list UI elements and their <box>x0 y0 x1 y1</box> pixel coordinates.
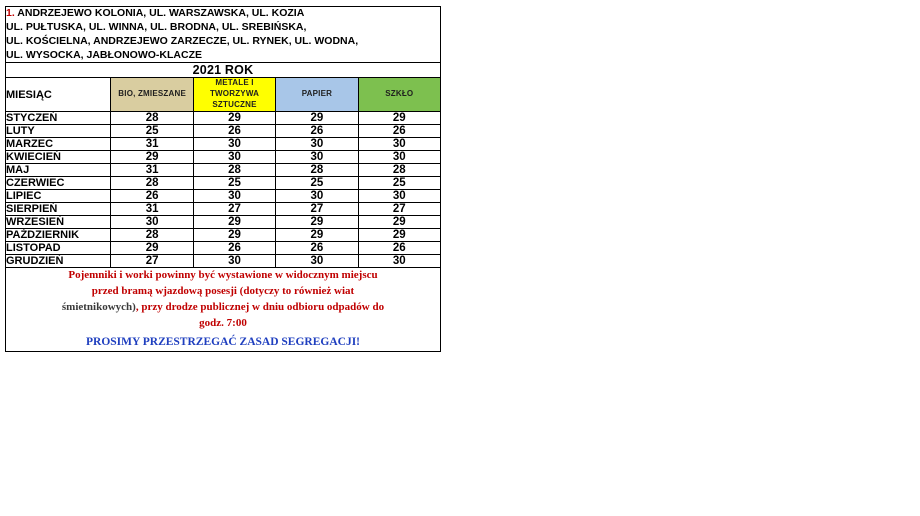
metals-plastics-day: 26 <box>193 241 275 254</box>
glass-day: 29 <box>358 228 440 241</box>
paper-day: 28 <box>276 163 358 176</box>
bio-mixed-day: 28 <box>111 176 193 189</box>
metals-plastics-day: 29 <box>193 111 275 124</box>
month-label: LISTOPAD <box>6 241 111 254</box>
glass-day: 29 <box>358 111 440 124</box>
table-row <box>6 150 441 163</box>
metals-plastics-day: 27 <box>193 202 275 215</box>
month-label: GRUDZIEŃ <box>6 254 111 267</box>
glass-day: 30 <box>358 137 440 150</box>
metals-plastics-day: 30 <box>193 137 275 150</box>
bio-mixed-day: 31 <box>111 137 193 150</box>
area-list-cell <box>6 7 441 63</box>
year-label: 2021 ROK <box>6 63 441 78</box>
bio-mixed-day: 29 <box>111 150 193 163</box>
table-row <box>6 254 441 267</box>
bio-mixed-day: 28 <box>111 228 193 241</box>
metals-plastics-day: 30 <box>193 189 275 202</box>
month-label: STYCZEŃ <box>6 111 111 124</box>
bio-mixed-day: 26 <box>111 189 193 202</box>
paper-day: 27 <box>276 202 358 215</box>
metals-plastics-day: 26 <box>193 124 275 137</box>
month-label: WRZESIEŃ <box>6 215 111 228</box>
paper-day: 29 <box>276 228 358 241</box>
month-label: CZERWIEC <box>6 176 111 189</box>
area-line-3: UL. KOŚCIELNA, ANDRZEJEWO ZARZECZE, UL. RYNEK, UL. WODNA, <box>6 34 359 47</box>
bio-mixed-day: 25 <box>111 124 193 137</box>
notice-line-1: Pojemniki i worki powinny być wystawione w widocznym miejscu <box>68 268 378 281</box>
bio-mixed-day: 27 <box>111 254 193 267</box>
area-line-1-text: ANDRZEJEWO KOLONIA, UL. WARSZAWSKA, UL. KOZIA <box>14 7 305 19</box>
column-header-metals-plastics: METALE I TWORZYWA SZTUCZNE <box>193 78 275 111</box>
metals-plastics-day: 28 <box>193 163 275 176</box>
glass-day: 30 <box>358 189 440 202</box>
paper-day: 30 <box>276 150 358 163</box>
metals-plastics-day: 29 <box>193 228 275 241</box>
table-header-row <box>6 78 441 111</box>
area-line-2: UL. PUŁTUSKA, UL. WINNA, UL. BRODNA, UL. SREBIŃSKA, <box>6 20 307 33</box>
table-row <box>6 124 441 137</box>
paper-day: 26 <box>276 241 358 254</box>
table-row <box>6 241 441 254</box>
paper-day: 30 <box>276 254 358 267</box>
column-header-glass: SZKŁO <box>358 78 440 111</box>
paper-day: 30 <box>276 137 358 150</box>
glass-day: 25 <box>358 176 440 189</box>
header-area-row <box>6 7 441 63</box>
table-row <box>6 215 441 228</box>
table-row <box>6 189 441 202</box>
metals-plastics-day: 30 <box>193 150 275 163</box>
glass-day: 27 <box>358 202 440 215</box>
table-row <box>6 228 441 241</box>
area-number: 1. <box>6 7 15 19</box>
glass-day: 29 <box>358 215 440 228</box>
notice-line-3-part-a: śmietnikowych) <box>61 300 136 313</box>
area-line-1 <box>6 7 440 21</box>
paper-day: 29 <box>276 215 358 228</box>
month-label: MARZEC <box>6 137 111 150</box>
column-header-month: MIESIĄC <box>6 78 111 111</box>
bio-mixed-day: 29 <box>111 241 193 254</box>
metals-plastics-day: 25 <box>193 176 275 189</box>
notice-row <box>6 267 441 351</box>
month-label: LUTY <box>6 124 111 137</box>
glass-day: 30 <box>358 150 440 163</box>
notice-segregation-message: PROSIMY PRZESTRZEGAĆ ZASAD SEGREGACJI! <box>85 335 361 348</box>
table-row <box>6 176 441 189</box>
bio-mixed-day: 30 <box>111 215 193 228</box>
bio-mixed-day: 28 <box>111 111 193 124</box>
column-header-paper: PAPIER <box>276 78 358 111</box>
table-row <box>6 137 441 150</box>
year-row <box>6 63 441 78</box>
area-line-4: UL. WYSOCKA, JABŁONOWO-KLACZE <box>6 48 202 61</box>
glass-day: 26 <box>358 241 440 254</box>
month-label: LIPIEC <box>6 189 111 202</box>
glass-day: 26 <box>358 124 440 137</box>
table-row <box>6 202 441 215</box>
metals-plastics-day: 29 <box>193 215 275 228</box>
table-row <box>6 163 441 176</box>
paper-day: 25 <box>276 176 358 189</box>
glass-day: 30 <box>358 254 440 267</box>
notice-line-3 <box>6 300 440 316</box>
paper-day: 29 <box>276 111 358 124</box>
notice-cell <box>6 267 441 351</box>
waste-collection-schedule-table <box>5 6 441 352</box>
month-label: PAŹDZIERNIK <box>6 228 111 241</box>
bio-mixed-day: 31 <box>111 202 193 215</box>
glass-day: 28 <box>358 163 440 176</box>
table-row <box>6 111 441 124</box>
notice-line-2: przed bramą wjazdową posesji (dotyczy to również wiat <box>91 284 355 297</box>
month-label: SIERPIEŃ <box>6 202 111 215</box>
paper-day: 30 <box>276 189 358 202</box>
notice-line-3-part-b: , przy drodze publicznej w dniu odbioru odpadów do <box>135 300 385 313</box>
notice-line-4: godz. 7:00 <box>199 316 247 329</box>
paper-day: 26 <box>276 124 358 137</box>
column-header-bio-mixed: BIO, ZMIESZANE <box>111 78 193 111</box>
month-label: KWIECIEŃ <box>6 150 111 163</box>
metals-plastics-day: 30 <box>193 254 275 267</box>
month-label: MAJ <box>6 163 111 176</box>
bio-mixed-day: 31 <box>111 163 193 176</box>
